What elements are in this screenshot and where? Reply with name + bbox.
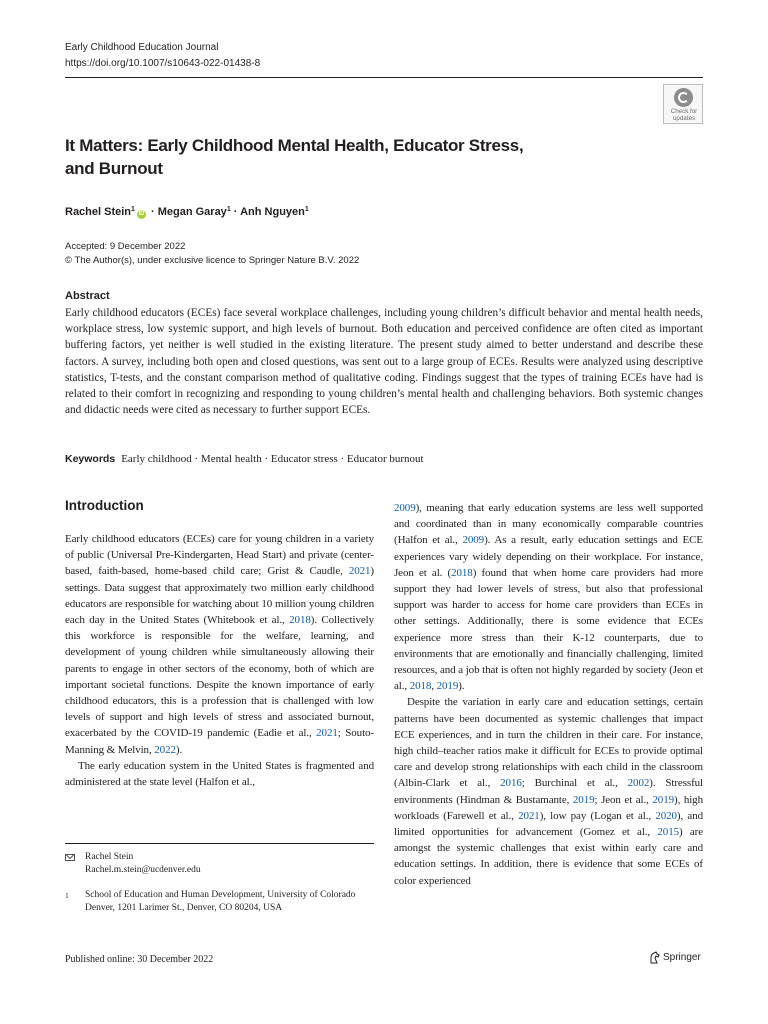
springer-horse-icon (649, 951, 660, 964)
footnotes (65, 851, 374, 915)
header-divider (65, 77, 703, 78)
paragraph-text: Early childhood educators (ECEs) care for young children in a variety of public (Universal Pre-Kindergarten, Head Start) and private (center-based, faith-based, home-based child care; Grist & Caudle, (65, 533, 374, 578)
affiliation-mark: 1 (65, 891, 69, 900)
author-name[interactable]: Anh Nguyen (240, 206, 305, 218)
paragraph-text: ) found that when home care providers had more support they had lower levels of stress, but also that professional support was harder to access for home care providers than ECEs in other settings. Additionally, there is some evidence that ECEs experience more stress than their K-12 counterparts, due to environments that are emotionally and financially challenging, limited resources, and a job that is often not highly regarded by society (Jeon et al., (394, 566, 704, 693)
paragraph-text: ), and limited opportunities for advancement (Gomez et al., (394, 809, 703, 839)
paragraph-text: ), low pay (Logan et al., (539, 809, 656, 822)
published-online: Published online: 30 December 2022 (65, 954, 214, 965)
author-list (65, 203, 309, 219)
citation-link[interactable]: 2018 (409, 680, 432, 693)
body-paragraph (65, 758, 374, 790)
article-dates (65, 240, 359, 268)
author-separator: · (147, 206, 158, 218)
abstract-heading: Abstract (65, 290, 110, 302)
citation-link[interactable]: 2002 (627, 777, 650, 790)
citation-link[interactable]: 2009 (394, 502, 416, 514)
citation-link[interactable]: 2015 (657, 826, 679, 839)
affiliation-text: School of Education and Human Development, University of Colorado Denver, 1201 Larimer St., Denver, CO 80204, USA (85, 890, 356, 913)
orcid-icon[interactable]: iD (138, 211, 145, 217)
article-title: It Matters: Early Childhood Mental Health, Educator Stress, and Burnout (65, 136, 524, 178)
author-affiliation-mark: 1 (226, 206, 231, 213)
citation-link[interactable]: 2022 (154, 743, 176, 756)
paragraph-text: ). Stressful environments (Hindman & Bustamante, (394, 777, 703, 806)
check-for-updates-badge[interactable] (663, 84, 703, 124)
author-name[interactable]: Rachel Stein (65, 206, 132, 218)
body-paragraph (394, 694, 703, 888)
footnote-divider (65, 843, 374, 844)
body-column-right (394, 500, 703, 889)
paragraph-text: Despite the variation in early care and education settings, certain patterns have been documented as systemic challenges that impact ECE experiences, and in turn the children in their care. For instance, high child–teacher ratios make it difficult for ECEs to provide optimal care and develop strong relationships with each child in the classroom (Albin-Clark et al., (394, 696, 703, 790)
paragraph-text: ; Jeon et al., (594, 793, 653, 806)
citation-link[interactable]: 2020 (655, 809, 677, 822)
springer-logo[interactable] (649, 951, 701, 964)
body-column-left (65, 531, 374, 790)
citation-link[interactable]: 2021 (518, 809, 540, 822)
author-affiliation-mark: 1 (131, 206, 135, 213)
paragraph-text: ; Burchinal et al., (521, 777, 628, 790)
paragraph-text: ). As a result, early education settings and ECE experiences vary widely depending on their workplace. For instance, Jeon et al. ( (394, 534, 703, 579)
paragraph-text: ). (175, 743, 183, 756)
paragraph-text: ) are amongst the systemic challenges that exist within early care and education settings. In addition, there is evidence that some ECEs of color experienced (394, 826, 703, 887)
citation-link[interactable]: 2018 (451, 566, 473, 579)
keywords-list: Early childhood · Mental health · Educator stress · Educator burnout (121, 453, 424, 465)
introduction-heading: Introduction (65, 498, 144, 513)
accepted-date: Accepted: 9 December 2022 (65, 241, 186, 252)
citation-link[interactable]: 2019 (652, 793, 675, 806)
citation-link[interactable]: 2021 (348, 565, 371, 578)
paragraph-text: ), high workloads (Farewell et al., (394, 793, 703, 822)
paragraph-text: ; Souto-Manning & Melvin, (65, 727, 374, 756)
citation-link[interactable]: 2016 (500, 777, 522, 790)
citation-link[interactable]: 2018 (289, 614, 311, 627)
author-affiliation-mark: 1 (304, 206, 309, 213)
corresponding-author (65, 851, 374, 877)
paragraph-text: The early education system in the United States is fragmented and administered at the state level (Halfon et al., (65, 759, 374, 789)
author-separator: · (230, 206, 241, 218)
doi-link[interactable]: https://doi.org/10.1007/s10643-022-01438-8 (65, 57, 261, 69)
journal-name: Early Childhood Education Journal (65, 42, 219, 53)
paragraph-text: ), meaning that early education systems are less well supported and coordinated than in many economically comparable countries (Halfon et al., (394, 502, 703, 547)
copyright-notice: © The Author(s), under exclusive licence to Springer Nature B.V. 2022 (65, 255, 360, 266)
abstract-text: Early childhood educators (ECEs) face several workplace challenges, including young children’s difficult behavior and mental health needs, workplace stress, low systemic support, and high levels of burnout. Both education and perceived confidence are often cited as important buffering factors, yet neither is well studied in the existing literature. The present study aimed to better understand and describe these factors. A survey, including both open and closed questions, was sent out to a large group of ECEs. Results were analyzed using descriptive statistics, T-tests, and the constant comparison method of qualitative coding. Findings suggest that the types of training ECEs have had is related to their comfort in recognizing and responding to young children’s mental health and challenging behaviors. Both systemic changes and didactic needs were cited as necessary to further support ECEs. (65, 307, 703, 417)
citation-link[interactable]: 2019 (572, 793, 595, 806)
keywords-label: Keywords (65, 453, 116, 465)
body-paragraph (65, 531, 374, 758)
paragraph-text: ) settings. Data suggest that approximately two million early childhood educators are responsible for watching about 10 million young children each day in the United States (Whitebook et al., (65, 565, 374, 627)
journal-header (65, 40, 260, 71)
citation-link[interactable]: 2019 (436, 680, 459, 693)
paragraph-text: ). (458, 680, 465, 693)
paragraph-text: , (431, 680, 437, 693)
springer-label: Springer (663, 952, 701, 963)
contact-email[interactable]: Rachel.m.stein@ucdenver.edu (85, 865, 201, 875)
check-for-updates-label: Check for updates (670, 108, 698, 122)
check-for-updates-icon (674, 88, 693, 107)
contact-name: Rachel Stein (85, 852, 134, 862)
keywords (65, 452, 424, 467)
affiliation-note (65, 889, 374, 915)
body-paragraph (394, 500, 703, 694)
paragraph-text: ). Collectively this workforce is responsible for the welfare, learning, and development of young children while simultaneously allowing their parents to engage in other sectors of the economy, both of which are important societal functions. Despite the known importance of early childhood educators, this is a profession that is challenged with low levels of support and high levels of stress and associated burnout, exacerbated by the COVID-19 pandemic (Eadie et al., (65, 614, 374, 740)
author-name[interactable]: Megan Garay (157, 206, 227, 218)
citation-link[interactable]: 2021 (316, 727, 338, 740)
envelope-icon (65, 854, 75, 861)
citation-link[interactable]: 2009 (462, 534, 485, 547)
